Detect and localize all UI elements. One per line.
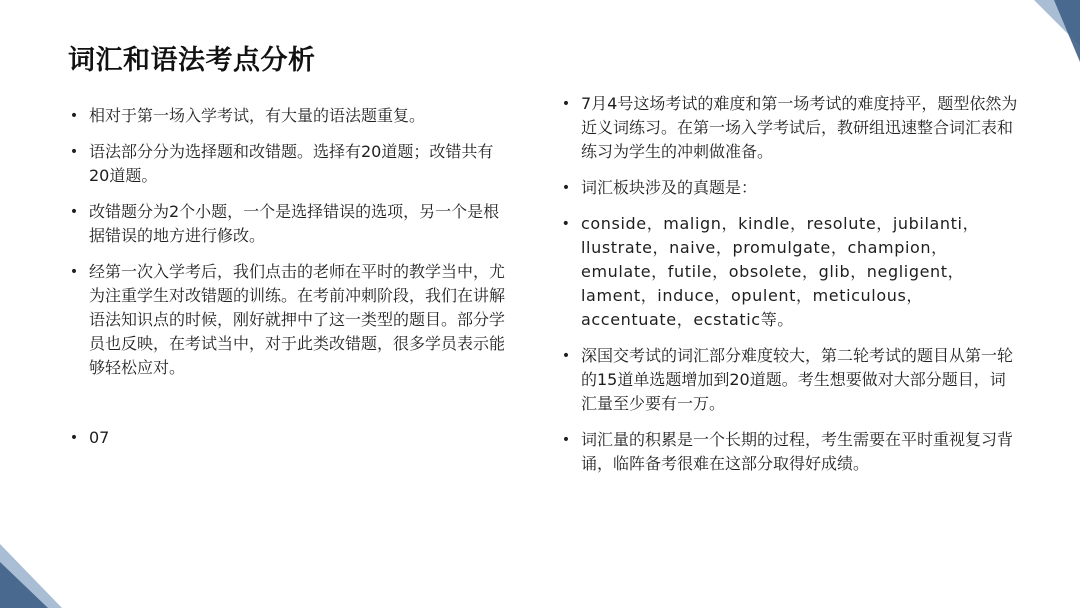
- bullet-icon: •: [561, 180, 571, 196]
- list-item: [560, 428, 1020, 476]
- bullet-icon: •: [561, 348, 571, 364]
- right-column: [560, 92, 1020, 488]
- right-bullet-list: [560, 92, 1020, 476]
- list-item: [68, 200, 508, 248]
- bullet-icon: •: [69, 204, 79, 220]
- list-item-text: 相对于第一场入学考试，有大量的语法题重复。: [89, 106, 426, 125]
- list-item-text: 改错题分为2个小题，一个是选择错误的选项，另一个是根据错误的地方进行修改。: [89, 202, 500, 245]
- list-item: [560, 92, 1020, 164]
- page-number-item: [68, 426, 508, 450]
- bullet-icon: •: [69, 144, 79, 160]
- corner-decoration-top-right: [1016, 0, 1080, 62]
- slide-title: 词汇和语法考点分析: [68, 45, 316, 76]
- list-item-text: 词汇量的积累是一个长期的过程，考生需要在平时重视复习背诵，临阵备考很难在这部分取得好成绩。: [581, 430, 1014, 473]
- list-item-text: 7月4号这场考试的难度和第一场考试的难度持平，题型依然为近义词练习。在第一场入学考试后，教研组迅速整合词汇表和练习为学生的冲刺做准备。: [581, 94, 1018, 161]
- vocabulary-list-item: [560, 212, 1020, 332]
- bullet-icon: •: [69, 264, 79, 280]
- vocabulary-words: conside，malign，kindle，resolute，jubilanti，llustrate，naive，promulgate，champion，emulate，futile，obsolete，glib，negligent，lament，induce，opulent，meticulous，accentuate，ecstatic等。: [581, 214, 980, 329]
- left-column: [68, 104, 508, 462]
- list-item: [560, 344, 1020, 416]
- list-item-text: 词汇板块涉及的真题是：: [581, 178, 758, 197]
- list-item-text: 深国交考试的词汇部分难度较大，第二轮考试的题目从第一轮的15道单选题增加到20道题。考生想要做对大部分题目，词汇量至少要有一万。: [581, 346, 1014, 413]
- page-number: 07: [89, 428, 110, 447]
- list-item: [560, 176, 1020, 200]
- bullet-icon: •: [561, 432, 571, 448]
- list-item: [68, 140, 508, 188]
- list-item: [68, 104, 508, 128]
- list-item: [68, 260, 508, 380]
- bullet-icon: •: [69, 108, 79, 124]
- corner-decoration-bottom-left: [0, 544, 62, 608]
- left-bullet-list: [68, 104, 508, 450]
- bullet-icon: •: [561, 96, 571, 112]
- list-item-text: 经第一次入学考后，我们点击的老师在平时的教学当中，尤为注重学生对改错题的训练。在考前冲刺阶段，我们在讲解语法知识点的时候，刚好就押中了这一类型的题目。部分学员也反映，在考试当中，对于此类改错题，很多学员表示能够轻松应对。: [89, 262, 506, 377]
- bullet-icon: •: [69, 430, 79, 446]
- bullet-icon: •: [561, 216, 571, 232]
- list-item-text: 语法部分分为选择题和改错题。选择有20道题；改错共有20道题。: [89, 142, 494, 185]
